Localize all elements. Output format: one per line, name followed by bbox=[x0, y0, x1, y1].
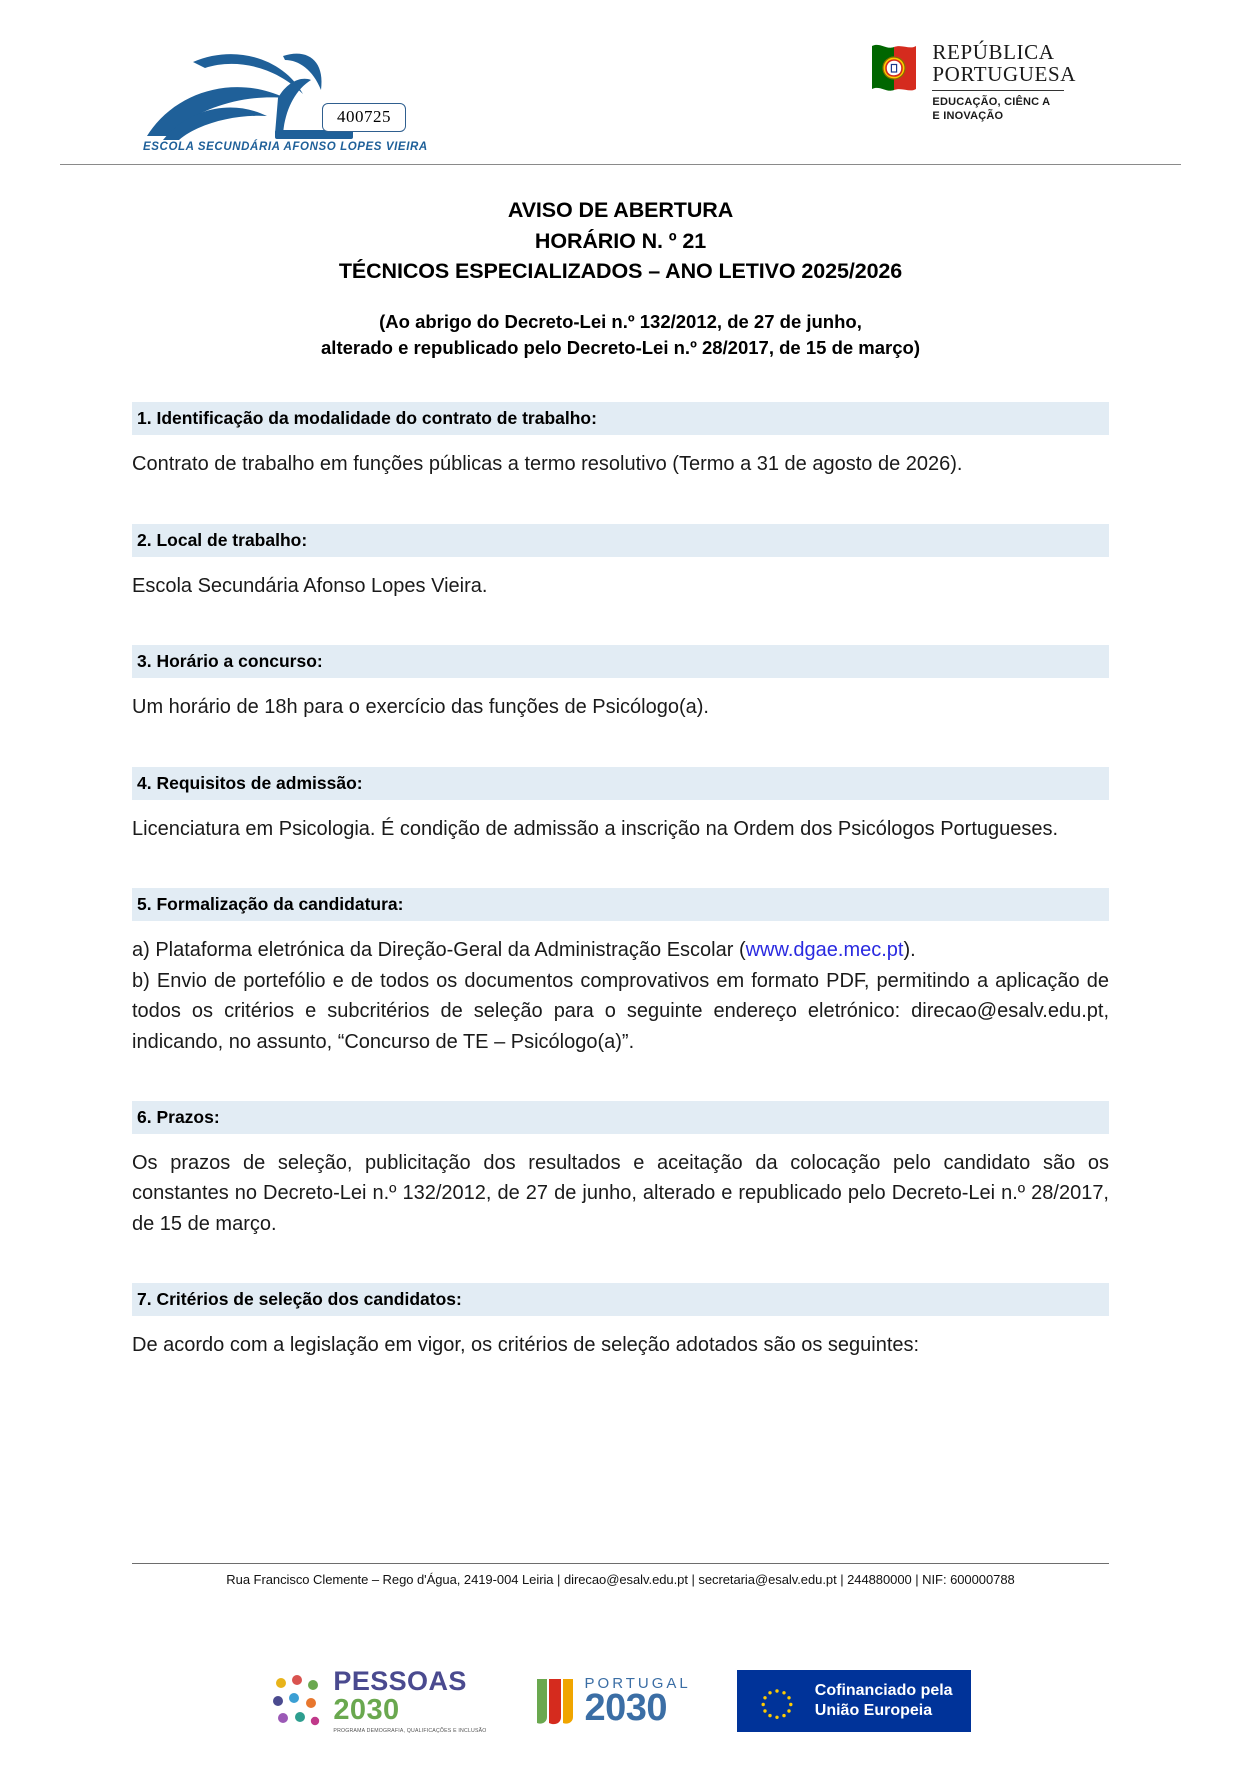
spacer bbox=[132, 362, 1109, 402]
document-content bbox=[132, 362, 1109, 1361]
page-title bbox=[120, 195, 1121, 287]
document-page bbox=[0, 28, 1241, 1783]
school-logo bbox=[135, 36, 495, 151]
section-2-body bbox=[132, 571, 1109, 601]
page-subtitle bbox=[150, 309, 1091, 363]
section-4-paragraph: Licenciatura em Psicologia. É condição de admissão a inscrição na Ordem dos Psicólogos Portugueses. bbox=[132, 817, 1059, 840]
eu-cofinancing-logo bbox=[737, 1670, 971, 1732]
section-1 bbox=[132, 402, 1109, 480]
subtitle-line-2: alterado e republicado pelo Decreto-Lei n.º 28/2017, de 15 de março) bbox=[321, 337, 920, 359]
republica-portuguesa-logo bbox=[868, 40, 1076, 124]
spacer bbox=[132, 1057, 1109, 1101]
eu-cofinancing-line1: Cofinanciado pela bbox=[814, 1682, 953, 1700]
section-7-heading: 7. Critérios de seleção dos candidatos: bbox=[132, 1283, 1109, 1316]
spacer bbox=[132, 480, 1109, 524]
subtitle-line-1: (Ao abrigo do Decreto-Lei n.º 132/2012, de 27 de junho, bbox=[379, 310, 862, 332]
section-6 bbox=[132, 1101, 1109, 1239]
section-3-heading: 3. Horário a concurso: bbox=[132, 645, 1109, 678]
pessoas-2030-logo bbox=[270, 1665, 487, 1735]
section-7-paragraph: De acordo com a legislação em vigor, os critérios de seleção adotados são os seguintes: bbox=[132, 1334, 920, 1357]
section-2-heading: 2. Local de trabalho: bbox=[132, 524, 1109, 557]
european-union-flag-icon bbox=[751, 1683, 803, 1719]
section-5 bbox=[132, 888, 1109, 1057]
title-line-2: HORÁRIO N. º 21 bbox=[534, 228, 707, 253]
school-code-badge: 400725 bbox=[322, 103, 406, 132]
section-6-body bbox=[132, 1148, 1109, 1239]
dgae-link[interactable]: www.dgae.mec.pt bbox=[745, 939, 904, 962]
pessoas-word: PESSOAS bbox=[333, 1665, 467, 1696]
republica-title-line2: PORTUGUESA bbox=[932, 61, 1076, 86]
portugal-2030-icon bbox=[533, 1675, 577, 1727]
title-line-3: TÉCNICOS ESPECIALIZADOS – ANO LETIVO 2025/2026 bbox=[338, 259, 903, 284]
section-5-paragraph-b: b) Envio de portefólio e de todos os documentos comprovativos em formato PDF, permitindo a aplicação de todos os critérios e subcritérios de seleção para o seguinte endereço eletrónico: direcao@esalv.edu.pt, indicando, no assunto, “Concurso de TE – Psicólogo(a)”. bbox=[132, 969, 1109, 1053]
eu-cofinancing-line2: União Europeia bbox=[814, 1702, 933, 1720]
section-5-body bbox=[132, 935, 1109, 1057]
spacer bbox=[132, 723, 1109, 767]
header-divider bbox=[60, 164, 1181, 165]
section-1-heading: 1. Identificação da modalidade do contrato de trabalho: bbox=[132, 402, 1109, 435]
pessoas-people-icon bbox=[270, 1673, 324, 1729]
section-4-heading: 4. Requisitos de admissão: bbox=[132, 767, 1109, 800]
document-footer bbox=[132, 1563, 1109, 1587]
section-1-body bbox=[132, 449, 1109, 479]
section-3-body bbox=[132, 692, 1109, 722]
section-6-heading: 6. Prazos: bbox=[132, 1101, 1109, 1134]
school-logo-caption: ESCOLA SECUNDÁRIA AFONSO LOPES VIEIRA bbox=[143, 141, 428, 151]
document-header bbox=[60, 28, 1181, 158]
spacer bbox=[132, 1239, 1109, 1283]
section-3-paragraph: Um horário de 18h para o exercício das funções de Psicólogo(a). bbox=[132, 696, 709, 719]
portugal-word: PORTUGAL bbox=[584, 1674, 691, 1692]
pessoas-tagline: PROGRAMA DEMOGRAFIA, QUALIFICAÇÕES E INCLUSÃO bbox=[333, 1727, 487, 1734]
section-4 bbox=[132, 767, 1109, 845]
section-5-a-text-post: ). bbox=[903, 939, 916, 962]
republica-divider bbox=[932, 90, 1064, 91]
section-3 bbox=[132, 645, 1109, 723]
section-5-heading: 5. Formalização da candidatura: bbox=[132, 888, 1109, 921]
section-7 bbox=[132, 1283, 1109, 1361]
section-1-paragraph: Contrato de trabalho em funções públicas a termo resolutivo (Termo a 31 de agosto de 2026). bbox=[132, 453, 963, 476]
footer-contact-line: Rua Francisco Clemente – Rego d'Água, 2419-004 Leiria | direcao@esalv.edu.pt | secretaria@esalv.edu.pt | 244880000 | NIF: 600000788 bbox=[226, 1572, 1015, 1587]
title-line-1: AVISO DE ABERTURA bbox=[507, 198, 734, 222]
republica-subtitle-line2: E INOVAÇÃO bbox=[932, 110, 1004, 122]
republica-subtitle-line1: EDUCAÇÃO, CIÊNC A bbox=[932, 96, 1051, 109]
section-2 bbox=[132, 524, 1109, 602]
section-4-body bbox=[132, 814, 1109, 844]
spacer bbox=[132, 601, 1109, 645]
republica-title-line1: REPÚBLICA bbox=[932, 40, 1055, 64]
funding-logos-bar bbox=[0, 1665, 1241, 1735]
section-7-body bbox=[132, 1330, 1109, 1360]
footer-divider bbox=[132, 1563, 1109, 1564]
section-2-paragraph: Escola Secundária Afonso Lopes Vieira. bbox=[132, 574, 488, 597]
portugal-flag-icon bbox=[868, 40, 920, 102]
spacer bbox=[132, 844, 1109, 888]
section-5-paragraph-a bbox=[132, 935, 1109, 965]
portugal-2030-logo bbox=[533, 1675, 691, 1727]
pessoas-year: 2030 bbox=[333, 1693, 400, 1726]
section-6-paragraph: Os prazos de seleção, publicitação dos resultados e aceitação da colocação pelo candidato são os constantes no Decreto-Lei n.º 132/2012, de 27 de junho, alterado e republicado pelo Decreto-Lei n.º 28/2017, de 15 de março. bbox=[132, 1152, 1109, 1235]
section-5-a-text-pre: a) Plataforma eletrónica da Direção-Geral da Administração Escolar ( bbox=[132, 939, 746, 962]
portugal-year: 2030 bbox=[584, 1686, 668, 1729]
